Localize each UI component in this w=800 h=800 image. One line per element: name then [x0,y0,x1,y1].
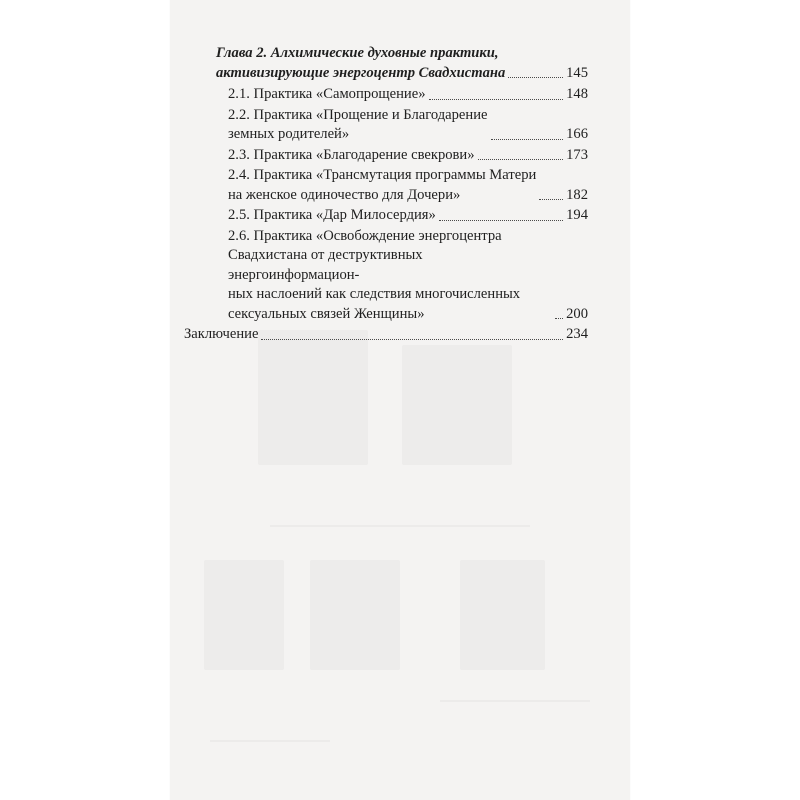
toc-page-number: 182 [566,186,588,203]
toc-leader-dots [539,199,563,200]
toc-item[interactable] [184,106,588,145]
bleed-through-image [310,560,400,670]
toc-leader-dots [429,99,564,100]
toc-leader-dots [508,77,563,78]
toc-item[interactable] [184,85,588,105]
bleed-through-line [270,525,530,527]
toc-page-number: 234 [566,326,588,342]
bleed-through-image [460,560,545,670]
bleed-through-image [402,345,512,465]
toc-page-number: 200 [566,305,588,322]
toc-chapter-entry[interactable] [184,44,588,83]
toc-item-title: 2.2. Практика «Прощение и Благодарение земных родителей» [228,106,488,142]
bleed-through-line [210,740,330,742]
toc-conclusion-entry[interactable] [184,325,588,345]
toc-item[interactable] [184,146,588,166]
toc-page-number: 173 [566,146,588,163]
toc-item[interactable] [184,206,588,226]
toc-item[interactable] [184,166,588,205]
toc-item-title: 2.4. Практика «Трансмутация программы Матери на женское одиночество для Дочери» [228,167,537,203]
toc-leader-dots [478,159,564,160]
toc-page-number: 148 [566,86,588,102]
toc-item-title: 2.5. Практика «Дар Милосердия» [228,207,436,223]
toc-item-title: 2.1. Практика «Самопрощение» [228,86,426,102]
bleed-through-line [440,700,590,702]
bleed-through-image [258,330,368,465]
toc-item-title: 2.6. Практика «Освобождение энергоцентра Свадхистана от деструктивных энергоинформацион- ных наслоений как следствия многочисленных сексуальных связей Женщины» [228,227,521,322]
toc-chapter-title: Глава 2. Алхимические духовные практики, активизирующие энергоцентр Свадхистана [216,45,506,81]
bleed-through-image [204,560,284,670]
toc-page-number: 166 [566,126,588,142]
toc-leader-dots [555,318,563,319]
toc-conclusion-title: Заключение [184,326,259,342]
toc-leader-dots [439,220,563,221]
toc-leader-dots [261,339,563,340]
table-of-contents [184,44,588,345]
toc-item-title: 2.3. Практика «Благодарение свекрови» [228,146,475,163]
toc-page-number: 145 [566,64,588,81]
toc-page-number: 194 [566,207,588,223]
toc-leader-dots [491,139,564,140]
toc-item[interactable] [184,227,588,325]
